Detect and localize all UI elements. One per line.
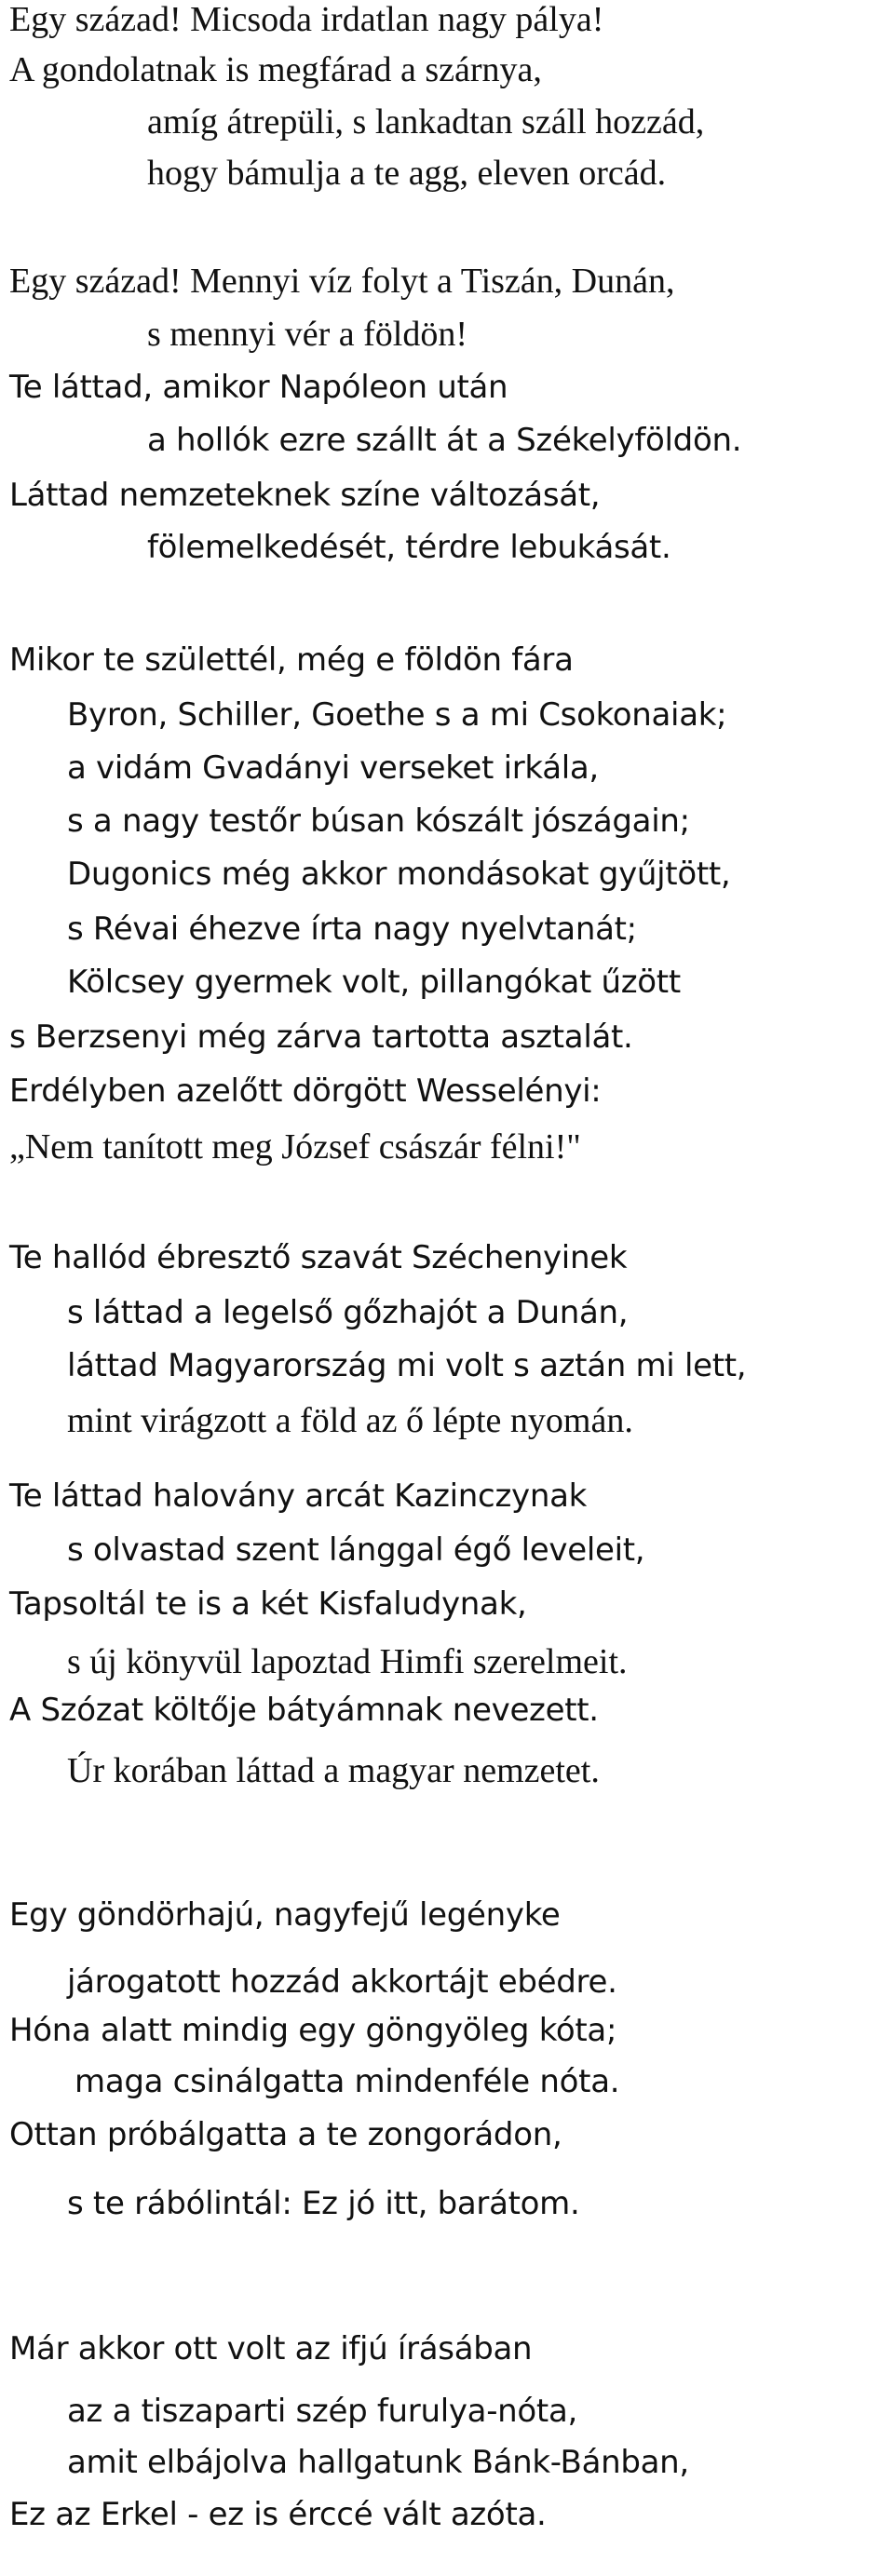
poem-line: Ez az Erkel - ez is érccé vált azóta. [9,2496,547,2533]
poem-line: s mennyi vér a földön! [147,315,468,354]
poem-line: Tapsoltál te is a két Kisfaludynak, [9,1585,527,1623]
poem-line: fölemelkedését, térdre lebukását. [147,529,671,566]
poem-line: mint virágzott a föld az ő lépte nyomán. [67,1401,633,1440]
poem-line: A Szózat költője bátyámnak nevezett. [9,1692,599,1729]
poem-line: A gondolatnak is megfárad a szárnya, [9,50,542,89]
poem-line: Te láttad, amikor Napóleon után [9,369,508,406]
poem-line: Dugonics még akkor mondásokat gyűjtött, [67,856,731,893]
poem-line: Úr korában láttad a magyar nemzetet. [67,1751,600,1790]
poem-line: a hollók ezre szállt át a Székelyföldön. [147,422,742,459]
poem-line: Kölcsey gyermek volt, pillangókat űzött [67,964,681,1001]
poem-line: s te rábólintál: Ez jó itt, barátom. [67,2185,580,2222]
poem-line: s Révai éhezve írta nagy nyelvtanát; [67,910,637,948]
poem-line: Erdélyben azelőtt dörgött Wesselényi: [9,1072,602,1110]
poem-line: Ottan próbálgatta a te zongorádon, [9,2116,562,2153]
poem-line: Mikor te születtél, még e földön fára [9,641,574,679]
poem-line: hogy bámulja a te agg, eleven orcád. [147,154,667,193]
poem-line: láttad Magyarország mi volt s aztán mi lett, [67,1347,747,1384]
poem-line: s új könyvül lapoztad Himfi szerelmeit. [67,1642,628,1681]
poem-line: Te hallód ébresztő szavát Széchenyinek [9,1239,628,1276]
poem-line: amit elbájolva hallgatunk Bánk-Bánban, [67,2444,689,2481]
poem-line: maga csinálgatta mindenféle nóta. [74,2063,620,2100]
poem-line: Egy század! Mennyi víz folyt a Tiszán, Dunán, [9,262,675,301]
poem-line: s Berzsenyi még zárva tartotta asztalát. [9,1018,633,1056]
poem-line: amíg átrepüli, s lankadtan száll hozzád, [147,102,705,142]
poem-line: Egy század! Micsoda irdatlan nagy pálya! [9,0,604,39]
poem-line: s a nagy testőr búsan kószált jószágain; [67,802,690,840]
poem-line: Már akkor ott volt az ifjú írásában [9,2330,533,2367]
poem-line: az a tiszaparti szép furulya-nóta, [67,2393,577,2430]
poem-line: a vidám Gvadányi verseket irkála, [67,749,599,787]
poem-line: Byron, Schiller, Goethe s a mi Csokonaiak; [67,696,727,734]
poem-line: járogatott hozzád akkortájt ebédre. [67,1963,617,2001]
poem-line: Egy göndörhajú, nagyfejű legényke [9,1896,561,1934]
poem-line: Te láttad halovány arcát Kazinczynak [9,1477,587,1515]
poem-line: „Nem tanított meg József császár félni!" [9,1127,581,1167]
poem-line: Hóna alatt mindig egy göngyöleg kóta; [9,2012,617,2049]
poem-line: s láttad a legelső gőzhajót a Dunán, [67,1294,629,1331]
poem-line: s olvastad szent lánggal égő leveleit, [67,1531,645,1569]
poem-line: Láttad nemzeteknek színe változását, [9,477,601,514]
